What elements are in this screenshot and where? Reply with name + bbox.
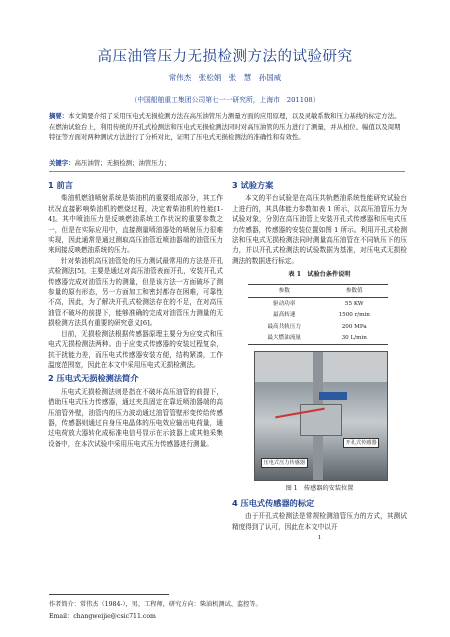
affiliation: （中国船舶重工集团公司第七一一研究所，上海市 201108） (130, 96, 320, 104)
section-1-paragraph-3: 目前，无损检测法根据传感器原理主要分为应变式和压电式无损检测法两种。由于应变式传感器的安装过程复杂，抗干扰能力差，而压电式传感器安装方便，结构紧凑，工作温度范围宽，因此在本文中采用压电式无损检测法。 (48, 329, 223, 369)
table-caption: 表 1 试验台条件说明 (288, 271, 351, 279)
authors: 常伟杰 张松娟 张 慧 孙国威 (168, 73, 282, 82)
keywords-text: 高压油管；无损检测；油管压力； (74, 159, 171, 167)
table-cell: 200 MPa (341, 323, 367, 330)
table-cell: 最大燃油流量 (248, 333, 320, 345)
photo-label-piezo-sensor: 压电式压力传感器 (261, 458, 308, 468)
sensor-installation-photo (254, 351, 388, 481)
right-column (232, 177, 407, 543)
table-cell: 最高转速 (273, 312, 296, 319)
section-4-heading: 4 压电式传感器的标定 (232, 497, 315, 508)
section-1-paragraph-2: 针对柴油机高压油管处的压力测试最常用的方法是开孔式检测法[5]，主要是通过对高压油管表面开孔，安装开孔式传感器完成对油管压力的测量，但是该方法一方面破坏了测参量的原有形态，另一方面加工和密封都存在困难，可靠性不高，因此，为了解决开孔式检测法存在的不足，在对高压油管不破坏的前提下，能够准确的完成对油管压力测量的无损检测方法具有重要的研究意义[6]。 (48, 256, 223, 328)
table-row (248, 310, 388, 322)
section-4-paragraph-1: 由于开孔式检测法是常规检测油管压力的方式，其测试精度得到了认可，因此在本文中以开 (232, 512, 407, 531)
section-3-paragraph-1: 本文的平台试验是在高压共轨燃油系统性能研究试验台上进行的，其具体能力参数如表 1 所示，以高压油管压力为试验对象，分别在高压油管上安装开孔式传感器和压电式压力传感器，传感器的安装位置如图 1 所示。利用开孔式检测法和压电式无损检测法同时测量高压油管在不同轨压下的压力，并以开孔式检测法的试验数据为基准，对压电式无损检测法的数据进行标定。 (232, 194, 407, 265)
section-1-paragraph-1: 柴油机燃油喷射系统是柴油机的重要组成部分，其工作状况直接影响柴油机的燃烧过程，决定着柴油机的性能[1-4]。其中喷油压力是反映燃油系统工作状况的重要参数之一，但是在实际应用中，直接测量喷油器处的喷射压力很难实现，因此通常是通过测取高压油管近喷油器端的油管压力来间接反映燃油系统的压力。 (48, 194, 223, 255)
test-bench-table (248, 284, 388, 346)
header-divider (49, 171, 405, 172)
left-column (48, 177, 223, 449)
footnote-author: 作者简介：常伟杰（1984-），男，工程师，研究方向：柴油机测试、监控等。 (49, 601, 262, 608)
photo-label-drilled-sensor: 开孔式传感器 (343, 438, 379, 448)
table-cell: 30 L/min (320, 333, 388, 345)
figure-caption: 图 1 传感器的安装位置 (285, 485, 354, 493)
abstract (49, 111, 405, 143)
page-number: 1 (317, 535, 322, 542)
keywords (49, 158, 405, 167)
table-cell: 55 KW (344, 300, 364, 307)
section-2-paragraph-1: 压电式无损检测法则是指在不破坏高压油管的前提下，借助压电式压力传感器，通过夹具固定在靠近喷油器端的高压油管外壁，油管内的压力波动通过油管管壁形变传给传感器，传感器则通过自身压电晶体的压电效应输出电荷量，通过电荷放大器转化成标准电信号显示在示波器上或其他采集设备中，在本次试验中采用压电式压力传感器进行测量。 (48, 387, 223, 448)
table-row (248, 333, 388, 345)
section-2-heading: 2 压电式无损检测法简介 (48, 373, 139, 384)
section-1-heading: 1 前言 (48, 180, 73, 190)
footnote-email: Email：changweijie@csic711.com (49, 613, 156, 620)
paper-title: 高压油管压力无损检测方法的试验研究 (97, 49, 353, 65)
table-cell: 驱动功率 (273, 300, 296, 307)
section-3-heading: 3 试验方案 (232, 180, 274, 190)
footnote-divider (49, 594, 169, 595)
abstract-label: 摘要： (49, 112, 69, 120)
abstract-text: 本文简要介绍了采用压电式无损检测方法在高压油管压力测量方面的应用原理，以及灵敏系数和压力基线的标定方法。在燃油试验台上，利用传统的开孔式检测法和压电式无损检测法同时对高压油管的压力进行了测量，并从相位、幅值以及周期特征等方面对两种测试方法进行了分析对比，证明了压电式无损检测法的准确性和有效性。 (49, 112, 401, 141)
table-row (248, 321, 388, 333)
table-row (248, 298, 388, 310)
table-cell: 1500 r/min (338, 312, 370, 319)
keywords-label: 关键字： (49, 159, 75, 167)
table-cell: 最高共轨压力 (267, 323, 302, 330)
table-header-value: 参数值 (320, 284, 388, 297)
photo-sensor-clamp (319, 392, 347, 400)
table-header-param: 参数 (248, 284, 320, 297)
